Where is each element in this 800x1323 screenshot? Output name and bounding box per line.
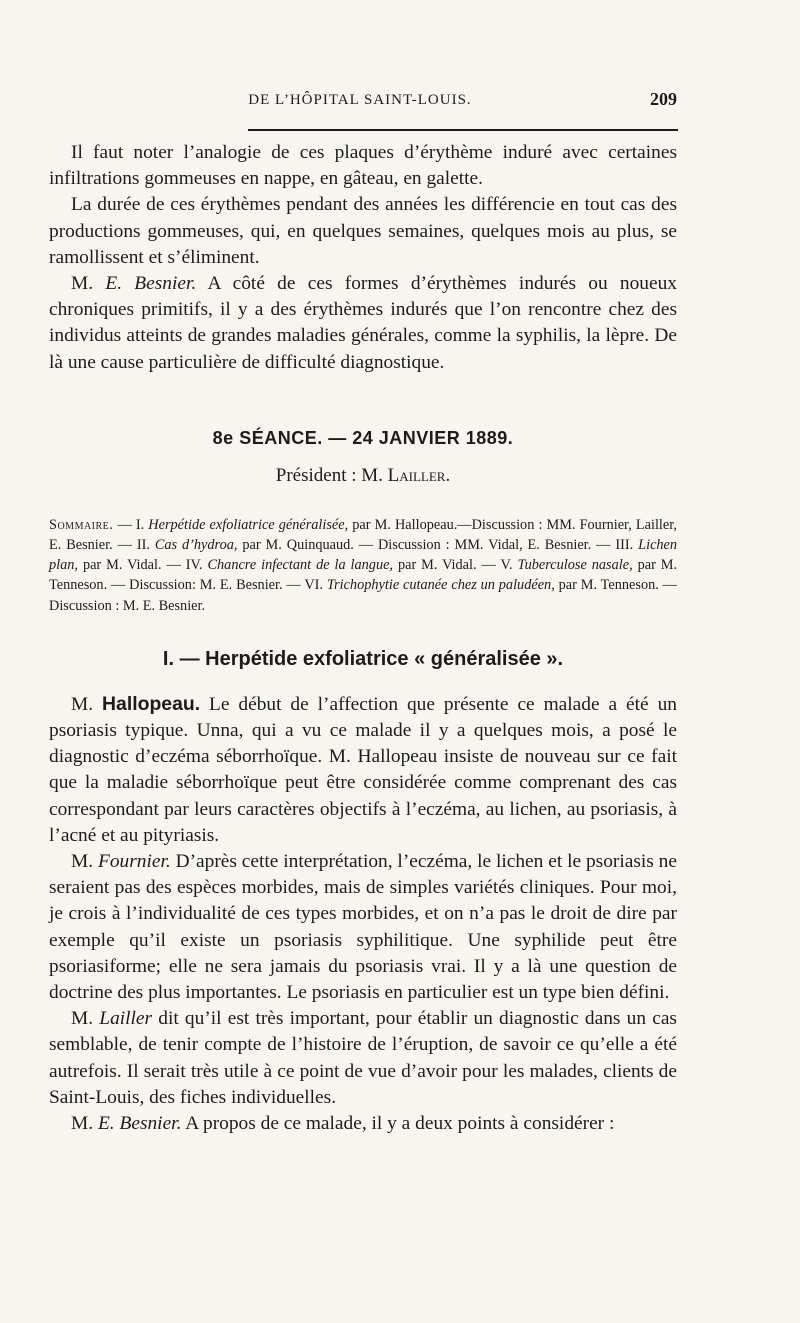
speaker-prefix: M. xyxy=(71,1113,94,1135)
section-title: I. — Herpétide exfoliatrice « généralisée ». xyxy=(162,647,564,670)
seance-title: 8e SÉANCE. — 24 JANVIER 1889. xyxy=(212,427,514,448)
speaker-name: Lailler xyxy=(99,1008,153,1030)
speaker-prefix: M. xyxy=(71,273,94,295)
speaker-name: E. Besnier. xyxy=(97,1113,182,1135)
intro-paragraph-2: La durée de ces érythèmes pendant des années les différencie en tout cas des productions gommeuses, qui, en quelques semaines, quelques mois au plus, se ramollissent et s’éliminent. xyxy=(49,194,677,268)
president-name: Lailler. xyxy=(387,464,451,486)
president-label: Président : M. xyxy=(275,464,383,486)
summary-item-number: IV. xyxy=(185,557,203,574)
intro-paragraph-3 xyxy=(49,271,677,376)
summary-label: Sommaire. xyxy=(49,516,114,533)
speaker-name: Fournier. xyxy=(97,851,171,873)
summary-item-title: Tuberculose nasale, xyxy=(517,557,633,574)
summary-item-title: Chancre infectant de la langue, xyxy=(207,557,394,574)
summary-item-text: par M. Vidal. — xyxy=(82,557,181,574)
summary-item-text: par M. Vidal. — xyxy=(397,557,496,574)
paragraph-text: A côté de ces formes d’érythèmes indurés ou noueux chroniques primitifs, il y a des érythèmes indurés que l’on rencontre chez des individus atteints de grandes maladies générales, comme la syphilis, la lèpre. De là une cause particulière de difficulté diagnostique. xyxy=(49,273,677,373)
summary-item-number: VI. xyxy=(304,577,324,594)
speaker-prefix: M. xyxy=(71,693,94,715)
summary-item-text: par M. Quinquaud. — Discussion : MM. Vidal, E. Besnier. — xyxy=(242,537,611,554)
summary-item-text: par M. Hallopeau.—Discussion : MM. Fournier, Lailler, E. Besnier. — xyxy=(49,516,677,554)
page-number: 209 xyxy=(650,89,677,109)
header-rule xyxy=(248,129,678,131)
speaker-name: Hallopeau. xyxy=(102,692,201,715)
summary-item-title: Cas d’hydroa, xyxy=(154,537,238,554)
summary-item-number: III. xyxy=(615,537,634,554)
speaker-prefix: M. xyxy=(71,851,94,873)
summary-item-title: Lichen plan, xyxy=(49,537,678,574)
paragraph-text: D’après cette interprétation, l’eczéma, le lichen et le psoriasis ne seraient pas des espèces morbides, mais de simples variétés cliniques. Pour moi, je crois à l’individualité de ces types morbides, et on n’a pas le droit de dire par exemple qu’il existe un psoriasis syphilitique. Une syphilide peut être psoriasiforme; elle ne sera jamais du psoriasis vrai. Il y a là une question de doctrine des plus importantes. Le psoriasis en particulier est un type bien défini. xyxy=(49,851,677,1004)
summary-item-number: II. xyxy=(136,537,150,554)
intro-paragraph-1: Il faut noter l’analogie de ces plaques d’érythème induré avec certaines infiltrations gommeuses en nappe, en gâteau, en galette. xyxy=(49,142,677,190)
discussion-paragraph-1 xyxy=(49,691,677,849)
summary xyxy=(49,515,677,616)
discussion-paragraph-3 xyxy=(49,1006,677,1111)
speaker-name: E. Besnier. xyxy=(105,273,197,295)
summary-item-number: — I. xyxy=(117,516,145,533)
summary-item-number: V. xyxy=(500,557,513,574)
speaker-prefix: M. xyxy=(71,1008,94,1030)
discussion-paragraph-2 xyxy=(49,849,677,1006)
paragraph-text: dit qu’il est très important, pour établir un diagnostic dans un cas semblable, de tenir compte de l’histoire de l’éruption, de savoir ce qu’elle a été autrefois. Il serait très utile à ce point de vue d’avoir pour les malades, clients de Saint-Louis, des fiches individuelles. xyxy=(49,1008,677,1108)
summary-item-text: par M. Tenneson. — Discussion : M. E. Besnier. xyxy=(49,577,677,614)
paragraph-text: Le début de l’affection que présente ce malade a été un psoriasis typique. Unna, qui a vu ce malade il y a quelques mois, a posé le diagnostic d’eczéma séborrhoïque. M. Hallopeau insiste de nouveau sur ce fait que la maladie séborrhoïque peut être considérée comme comprenant des cas correspondant par leurs caractères objectifs à l’eczéma, au lichen, au psoriasis, à l’acné et au pityriasis. xyxy=(49,693,677,846)
page-body xyxy=(49,140,677,1137)
president-line xyxy=(49,465,677,487)
summary-item-text: par M. Tenneson. — Discussion: M. E. Besnier. — xyxy=(49,557,678,594)
summary-item-title: Herpétide exfoliatrice généralisée, xyxy=(148,516,349,533)
paragraph-text: A propos de ce malade, il y a deux points à considérer : xyxy=(185,1113,615,1135)
running-head: DE L’HÔPITAL SAINT-LOUIS. xyxy=(248,92,472,108)
summary-item-title: Trichophytie cutanée chez un paludéen, xyxy=(326,577,555,594)
discussion-paragraph-4 xyxy=(49,1111,677,1137)
